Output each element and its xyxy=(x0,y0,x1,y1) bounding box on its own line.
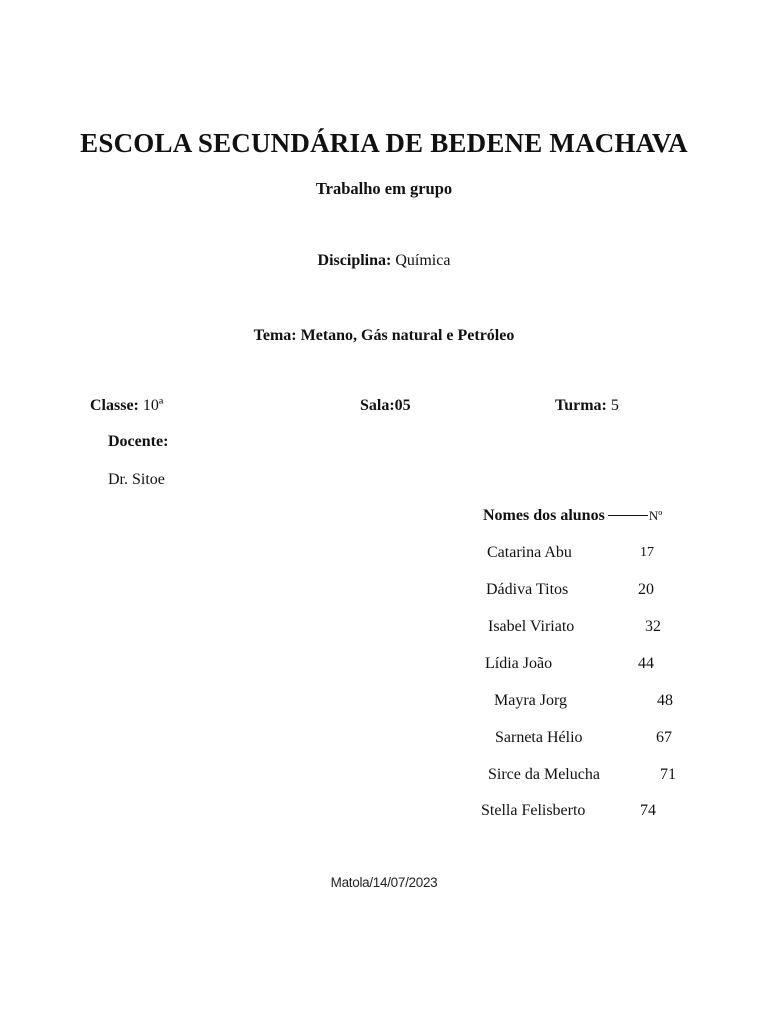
sala-field: Sala:05 xyxy=(360,397,411,414)
teacher-label: Docente: xyxy=(108,433,169,450)
student-number: 32 xyxy=(645,618,661,635)
student-name: Dádiva Titos xyxy=(486,581,569,598)
student-name: Sarneta Hélio xyxy=(495,729,583,746)
number-header: Nº xyxy=(648,508,663,523)
turma-field xyxy=(555,397,619,415)
header-dash-line xyxy=(608,515,648,516)
student-number: 67 xyxy=(656,729,672,746)
student-number: 71 xyxy=(660,766,676,783)
student-number: 44 xyxy=(638,655,654,672)
student-number: 48 xyxy=(657,692,673,709)
discipline-value: Química xyxy=(395,252,451,269)
discipline-line xyxy=(0,252,768,270)
student-name: Lídia João xyxy=(485,655,553,672)
student-name: Sirce da Melucha xyxy=(488,766,600,783)
students-header-label: Nomes dos alunos xyxy=(483,507,605,524)
student-name: Mayra Jorg xyxy=(494,692,568,709)
place-date: Matola/14/07/2023 xyxy=(330,875,438,890)
student-name: Catarina Abu xyxy=(487,544,572,561)
student-number: 20 xyxy=(638,581,654,598)
turma-value: 5 xyxy=(610,397,619,414)
student-number: 17 xyxy=(640,545,654,560)
student-name: Isabel Viriato xyxy=(488,618,575,635)
students-header xyxy=(483,507,662,525)
classe-value: 10ª xyxy=(142,397,164,414)
turma-label: Turma: xyxy=(555,397,607,414)
theme-line: Tema: Metano, Gás natural e Petróleo xyxy=(253,327,515,344)
discipline-label: Disciplina: xyxy=(317,252,392,269)
classe-label: Classe: xyxy=(90,397,139,414)
student-number: 74 xyxy=(640,802,656,819)
document-subtitle: Trabalho em grupo xyxy=(315,179,453,198)
teacher-name: Dr. Sitoe xyxy=(108,471,165,488)
student-name: Stella Felisberto xyxy=(481,802,586,819)
school-title: ESCOLA SECUNDÁRIA DE BEDENE MACHAVA xyxy=(80,128,688,158)
classe-field xyxy=(90,397,163,415)
